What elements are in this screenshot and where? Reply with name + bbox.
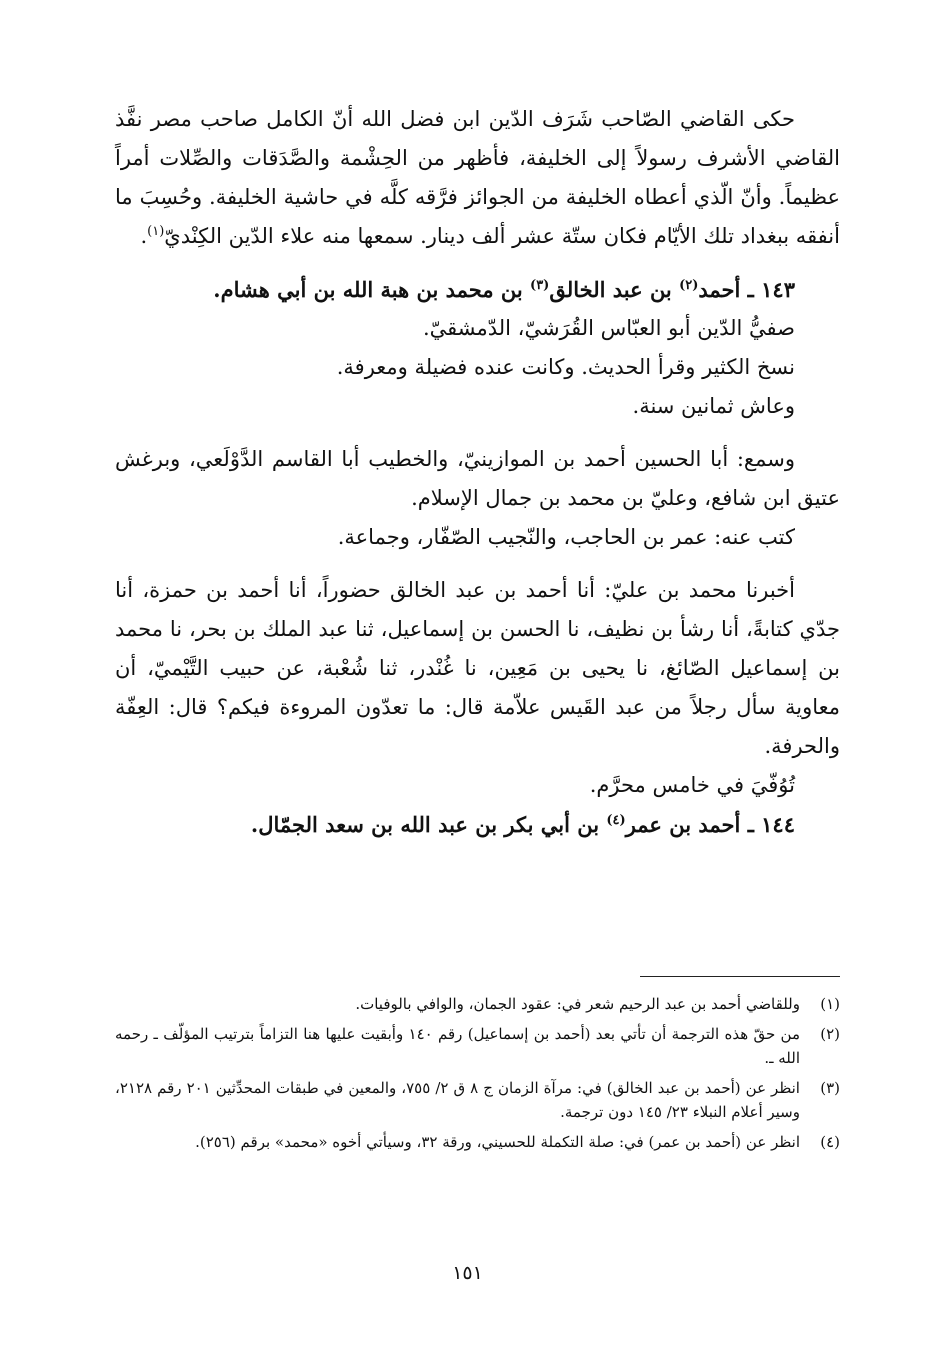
footnote-item (115, 992, 840, 1016)
intro-paragraph (115, 100, 840, 256)
page-body (115, 100, 840, 844)
entry-143-father: بن عبد الخالق (549, 277, 680, 302)
page-number: ١٥١ (452, 1262, 483, 1284)
entry-144-name: ١٤٤ ـ أحمد بن عمر (625, 812, 795, 837)
footnote-divider (640, 976, 840, 977)
intro-end: . (140, 224, 148, 248)
entry-143-name: ١٤٣ ـ أحمد (698, 277, 795, 302)
entry-143-hadith: أخبرنا محمد بن عليّ: أنا أحمد بن عبد الخالق حضوراً، أنا أحمد بن حمزة، أنا جدّي كتابةً، أنا رشأ بن نظيف، نا الحسن بن إسماعيل، ثنا عبد الملك بن بحر، نا محمد بن إسماعيل الصّائغ، نا يحيى بن مَعِين، نا غُنْدر، ثنا شُعْبة، عن حبيب التَّيْميّ، أن معاوية سأل رجلاً من عبد القَيس علاّمة قال: ما تعدّون المروءة فيكم؟ قال: العِفّة والحرفة. (115, 578, 840, 758)
footnote-ref-1: (١) (147, 224, 165, 239)
intro-text: حكى القاضي الصّاحب شَرَف الدّين ابن فضل الله أنّ الكامل صاحب مصر نفَّذ القاضي الأشرف رسولاً إلى الخليفة، فأظهر من الحِشْمة والصَّدَقات والصِّلات أمراً عظيماً. وأنّ الّذي أعطاه الخليفة من الجوائز فرَّقه كلَّه في حاشية الخليفة. وحُسِبَ ما أنفقه ببغداد تلك الأيّام فكان ستّة عشر ألف دينار. سمعها منه علاء الدّين الكِنْديّ (115, 107, 840, 248)
footnote-text: وللقاضي أحمد بن عبد الرحيم شعر في: عقود الجمان، والوافي بالوفيات. (355, 995, 800, 1013)
footnote-number: (١) (820, 995, 840, 1013)
footnote-item (115, 1130, 840, 1154)
footnotes (115, 992, 840, 1160)
footnote-text: انظر عن (أحمد بن عمر) في: صلة التكملة للحسيني، ورقة ٣٢، وسيأتي أخوه «محمد» برقم (٢٥٦). (195, 1133, 800, 1151)
entry-143-activity: نسخ الكثير وقرأ الحديث. وكانت عنده فضيلة ومعرفة. (336, 355, 795, 379)
entry-144-lineage: بن أبي بكر بن عبد الله بن سعد الجمّال. (250, 812, 607, 837)
footnote-ref-4: (٤) (606, 813, 626, 828)
footnote-ref-2: (٢) (679, 278, 699, 293)
entry-143-heading (115, 270, 840, 309)
footnote-ref-3: (٣) (530, 278, 550, 293)
entry-143-laqab: صفيُّ الدّين أبو العبّاس القُرَشيّ، الدّمشقيّ. (422, 316, 795, 340)
footnote-item (115, 1022, 840, 1070)
entry-143-teachers: وسمع: أبا الحسين أحمد بن الموازينيّ، والخطيب أبا القاسم الدَّوْلَعي، وبرغش عتيق ابن شافع، وعليّ بن محمد بن جمال الإسلام. (115, 447, 840, 510)
entry-143-age: وعاش ثمانين سنة. (632, 394, 795, 418)
footnote-text: انظر عن (أحمد بن عبد الخالق) في: مرآة الزمان ج ٨ ق ٢/ ٧٥٥، والمعين في طبقات المحدِّثين ٢٠١ رقم ٢١٢٨، وسير أعلام النبلاء ٢٣/ ١٤٥ دون ترجمة. (115, 1079, 800, 1121)
footnote-number: (٢) (820, 1025, 840, 1043)
footnote-number: (٣) (820, 1079, 840, 1097)
footnote-item (115, 1076, 840, 1124)
entry-143-lineage: بن محمد بن هبة الله بن أبي هشام. (213, 277, 531, 302)
entry-143-students: كتب عنه: عمر بن الحاجب، والنّجيب الصّفّار، وجماعة. (337, 525, 795, 549)
entry-143-death: تُوُفّيَ في خامس محرَّم. (589, 773, 795, 797)
entry-144-heading (115, 805, 840, 844)
footnote-number: (٤) (820, 1133, 840, 1151)
footnote-text: من حقّ هذه الترجمة أن تأتي بعد (أحمد بن إسماعيل) رقم ١٤٠ وأبقيت عليها هنا التزاماً بترتيب المؤلّف ـ رحمه الله ـ. (115, 1025, 801, 1067)
